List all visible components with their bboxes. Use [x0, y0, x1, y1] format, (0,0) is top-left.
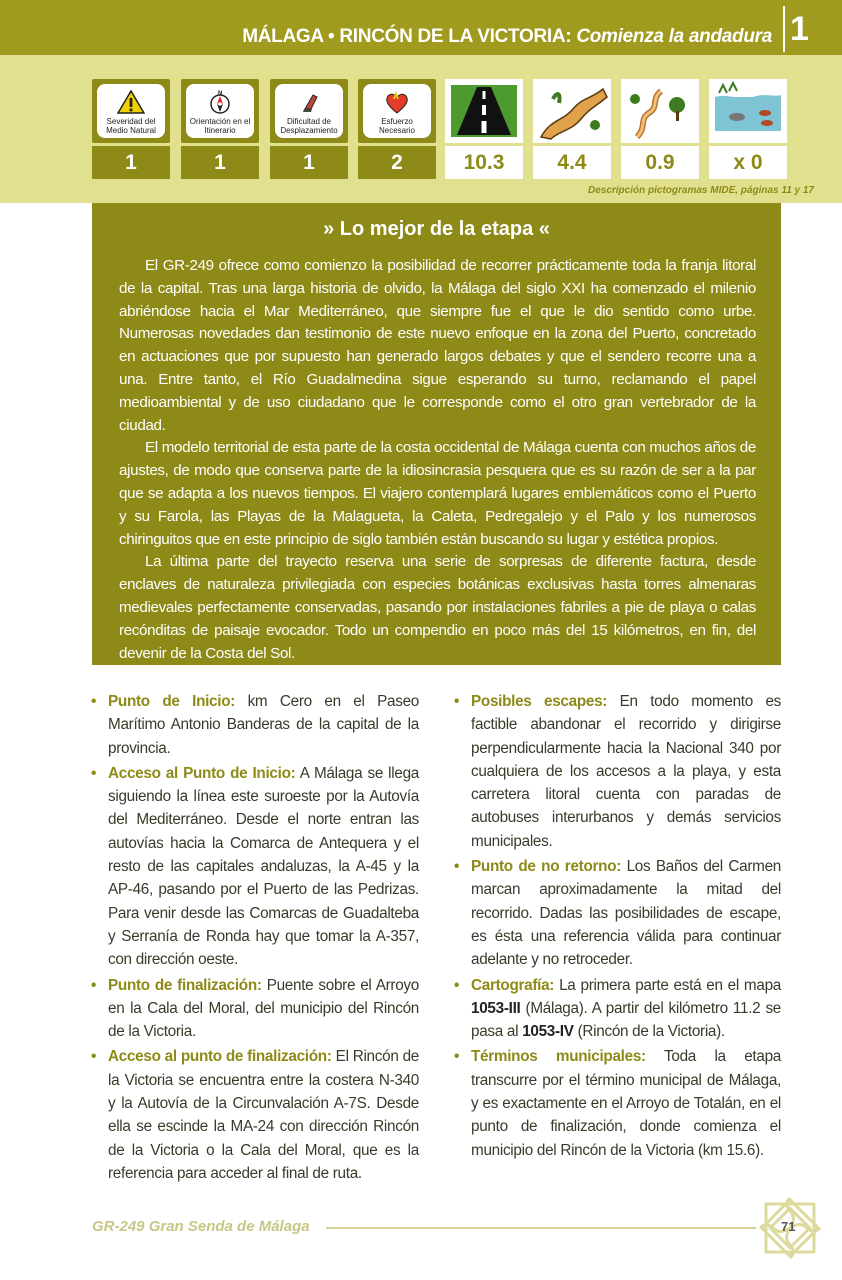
- mide-box-difficulty: [270, 79, 348, 143]
- bullet: •: [454, 693, 460, 710]
- stage-title-main: MÁLAGA • RINCÓN DE LA VICTORIA:: [242, 26, 572, 47]
- mide-label: Orientación en el Itinerario: [189, 117, 251, 135]
- mide-value-severity: 1: [92, 146, 170, 179]
- stage-subtitle: Comienza la andadura: [576, 26, 772, 47]
- boot-icon: [295, 89, 323, 115]
- mide-box-orientation: [181, 79, 259, 143]
- river-crossing-icon: [709, 79, 787, 143]
- page-number: 71: [781, 1219, 796, 1234]
- info-label: Acceso al Punto de Inicio:: [108, 764, 296, 782]
- best-of-stage-body: [119, 255, 756, 665]
- right-column: [454, 690, 781, 1164]
- road-distance: 10.3: [445, 146, 523, 179]
- mide-label: Esfuerzo Necesario: [378, 117, 415, 135]
- info-end-access: [91, 1045, 419, 1185]
- info-label: Punto de no retorno:: [471, 858, 622, 876]
- road-picto: [445, 79, 523, 143]
- road-icon: [445, 79, 523, 143]
- info-text: (Málaga). A partir del kilómetro 11.2 se pasa al: [471, 999, 781, 1041]
- info-municipalities: [454, 1045, 781, 1161]
- footer-rule: [326, 1227, 756, 1229]
- info-text: (Rincón de la Victoria).: [573, 1023, 725, 1041]
- path-picto: [621, 79, 699, 143]
- left-column: [91, 690, 419, 1187]
- bullet: •: [454, 1048, 460, 1066]
- compass-icon: [206, 89, 234, 115]
- info-text: En todo momento es factible abandonar el recorrido y dirigirse perpendicularmente hacia la Nacional 340 por cualquiera de los accesos a la playa, y esta carretera litoral cuenta con paradas de autobuses interurbanos y demás servicios municipales.: [471, 693, 782, 850]
- info-text: Los Baños del Carmen marcan aproximadamente la mitad del recorrido. Dadas las posibilidades de escape, es ésta una referencia válida para continuar adelante y no retroceder.: [471, 858, 781, 969]
- info-end-point: [91, 974, 419, 1044]
- info-start-point: [91, 690, 419, 760]
- best-paragraph: El modelo territorial de esta parte de la costa occidental de Málaga cuenta con muchos años de ajustes, de modo que conserva parte de la idiosincrasia pesquera que es su razón de ser a la par que se adapta a los nuevos tiempos. El viajero contemplará lugares emblemáticos como el Puerto y su Farola, las Playas de la Malagueta, la Caleta, Pedregalejo y el Palo y los numerosos chiringuitos que en este principio de siglo también están buscando su lugar y estética propios.: [119, 439, 756, 548]
- bullet: •: [454, 976, 460, 994]
- info-text: km Cero en el Paseo Marítimo Antonio Banderas de la capital de la provincia.: [108, 693, 419, 757]
- mide-label: Severidad del Medio Natural: [106, 117, 156, 135]
- info-label: Términos municipales:: [471, 1048, 646, 1066]
- page-header: [0, 0, 842, 55]
- footer-title: GR-249 Gran Senda de Málaga: [92, 1218, 310, 1235]
- bullet: •: [91, 693, 97, 710]
- bullet: •: [91, 976, 97, 994]
- mide-value-effort: 2: [358, 146, 436, 179]
- info-no-return: [454, 855, 781, 971]
- bullet: •: [91, 764, 97, 782]
- best-paragraph: La última parte del trayecto reserva una serie de sorpresas de diferente factura, desde enclaves de naturaleza privilegiada con especies botánicas exclusivas hasta torres almenaras medievales perfectamente conservadas, pasando por instalaciones fabriles a pie de playa o calas recónditas de paisaje evocador. Todo un compendio en poco más del 15 kilómetros, en fin, del devenir de la Costa del Sol.: [119, 553, 756, 662]
- info-label: Punto de Inicio:: [108, 693, 236, 710]
- track-distance: 4.4: [533, 146, 611, 179]
- path-icon: [621, 79, 699, 143]
- info-escapes: [454, 690, 781, 853]
- heart-icon: [383, 89, 411, 115]
- mide-label: Dificultad de Desplazamiento: [280, 117, 338, 135]
- mide-value-difficulty: 1: [270, 146, 348, 179]
- mide-note: Descripción pictogramas MIDE, páginas 11 y 17: [587, 185, 814, 196]
- header-divider: [783, 6, 785, 52]
- map-sheet-code: 1053-IV: [522, 1023, 574, 1041]
- warning-icon: [117, 89, 145, 115]
- svg-text:N: N: [218, 91, 223, 97]
- mide-box-severity: [92, 79, 170, 143]
- mide-box-effort: [358, 79, 436, 143]
- info-text: A Málaga se llega siguiendo la línea este suroeste por la Autovía del Mediterráneo. Desde el norte entran las autovías hacia la Comarca de Antequera y el resto de las capitales andaluzas, la A-45 y la AP-46, pasando por el Puerto de las Pedrizas. Para venir desde las Comarcas de Guadalteba y Serranía de Ronda hay que tomar la A-357, con dirección oeste.: [108, 764, 419, 969]
- info-text: La primera parte está en el mapa: [554, 976, 781, 994]
- info-cartography: [454, 974, 781, 1044]
- info-start-access: [91, 762, 419, 972]
- river-crossing-picto: [709, 79, 787, 143]
- track-picto: [533, 79, 611, 143]
- stage-title: [242, 26, 772, 48]
- info-text: Puente sobre el Arroyo en la Cala del Moral, del municipio del Rincón de la Victoria.: [108, 976, 419, 1041]
- map-sheet-code: 1053-III: [471, 999, 521, 1017]
- bullet: •: [454, 858, 460, 876]
- info-label: Acceso al punto de finalización:: [108, 1048, 332, 1066]
- best-paragraph: El GR-249 ofrece como comienzo la posibilidad de recorrer prácticamente toda la franja litoral de la capital. Tras una larga historia de olvido, la Málaga del siglo XXI ha comenzado el milenio abriéndose hacia el Mar Mediterráneo, que siempre fue el que le dio sentido como urbe. Numerosas novedades dan testimonio de este nuevo enfoque en la zona del Puerto, concretado en actuaciones que por supuesto han generado largos debates y que el sendero recorre una a una. Entre tanto, el Río Guadalmedina sigue esperando su turno, reclamando el papel medioambiental y de uso ciudadano que le corresponde como el otro gran vertebrador de la ciudad.: [119, 257, 756, 434]
- info-text: El Rincón de la Victoria se encuentra entre la costera N-340 y la Autovía de la Circunvalación A-7S. Desde ella se escinde la MA-24 con dirección Rincón de la Victoria o la Cala del Moral, que es la referencia para acceder al final de ruta.: [108, 1048, 419, 1182]
- path-distance: 0.9: [621, 146, 699, 179]
- bullet: •: [91, 1048, 97, 1066]
- stage-number: 1: [790, 10, 809, 48]
- best-of-stage-title: » Lo mejor de la etapa «: [323, 218, 550, 240]
- info-label: Punto de finalización:: [108, 976, 262, 994]
- info-text: Toda la etapa transcurre por el término municipal de Málaga, y es exactamente en el Arroyo de Totalán, en el punto de finalización, donde comienza el municipio del Rincón de la Victoria (km 15.6).: [471, 1048, 781, 1159]
- river-crossings: x 0: [709, 146, 787, 179]
- best-of-stage-box: [92, 203, 781, 665]
- track-icon: [533, 79, 611, 143]
- info-label: Cartografía:: [471, 976, 555, 994]
- info-label: Posibles escapes:: [471, 693, 608, 710]
- mide-value-orientation: 1: [181, 146, 259, 179]
